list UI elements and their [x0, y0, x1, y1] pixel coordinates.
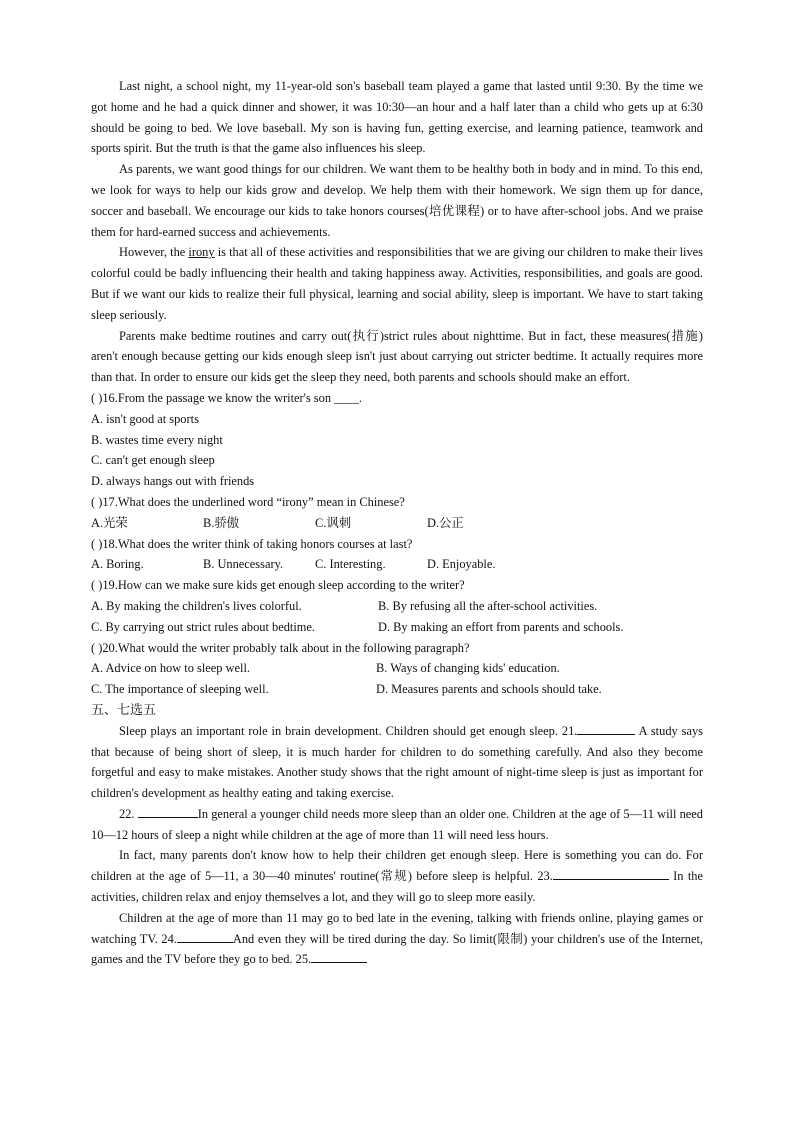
blank-23[interactable]: [553, 866, 669, 880]
answer-paren[interactable]: ( ): [91, 578, 103, 593]
question-19: [91, 575, 703, 596]
text: In fact, many parents don't know how to help their children get enough sleep. Here is something you can do. For children at the age of 5—11, a 30—40 minutes' routine(常规) before sleep is helpful. 23.: [91, 848, 703, 884]
option: C. The importance of sleeping well.: [91, 682, 269, 697]
answer-paren[interactable]: ( ): [91, 640, 103, 655]
options-row: [91, 513, 703, 534]
options-row: [91, 596, 703, 617]
option: C. By carrying out strict rules about bedtime.: [91, 619, 316, 634]
question-18: [91, 534, 703, 555]
cloze-paragraph-2: [91, 804, 703, 846]
text: In the activities, children relax and enjoy themselves a lot, and they will go to sleep more easily.: [91, 869, 703, 905]
p3-text-after: is that all of these activities and responsibilities that we are giving our children to make their lives colorful could be badly influencing their health and taking happiness away. Activities, responsibilities, and goals are good. But if we want our kids to realize their full physical, learning and social ability, sleep is important. We have to start taking sleep seriously.: [91, 245, 703, 322]
reading-paragraph-2: As parents, we want good things for our children. We want them to be healthy both in body and in mind. To this end, we look for ways to help our kids grow and develop. We help them with their homework. We sign them up for dance, soccer and baseball. We encourage our kids to take honors courses(培优课程) or to have after-school jobs. And we praise them for hard-earned success and achievements.: [91, 162, 703, 239]
option: B. By refusing all the after-school activities.: [378, 598, 598, 613]
cloze-paragraph-1: [91, 721, 703, 804]
cloze-paragraph-4: [91, 908, 703, 970]
blank-25[interactable]: [311, 949, 367, 963]
text: A study says that because of being short of sleep, it is much harder for children to do something carefully. And also they become forgetful and easy to make mistakes. Another study shows that the right amount of night-time sleep is just as important for children's development as healthy eating and taking exercise.: [91, 723, 703, 801]
question-20: [91, 638, 703, 659]
option: C. Interesting.: [315, 557, 386, 572]
question-stem: 17.What does the underlined word “irony” mean in Chinese?: [102, 494, 405, 509]
question-17: [91, 492, 703, 513]
option: D. Enjoyable.: [427, 557, 496, 572]
question-16: [91, 388, 703, 409]
question-stem: 20.What would the writer probably talk about in the following paragraph?: [102, 640, 470, 655]
reading-paragraph-1: Last night, a school night, my 11-year-old son's baseball team played a game that lasted until 9:30. By the time we got home and he had a quick dinner and shower, it was 10:30—an hour and a half later than a child who gets up at 6:30 should be going to bed. We love baseball. My son is having fun, getting exercise, and learning patience, teamwork and sports spirit. But the truth is that the game also influences his sleep.: [91, 79, 703, 156]
option: B. Ways of changing kids' education.: [376, 661, 560, 676]
option: B. Unnecessary.: [203, 557, 284, 572]
options-row: [91, 554, 703, 575]
question-stem: 16.From the passage we know the writer's son ____.: [102, 390, 362, 405]
text: And even they will be tired during the day. So limit(限制) your children's use of the Internet, games and the TV before they go to bed. 25.: [91, 931, 703, 967]
option: A. isn't good at sports: [91, 411, 199, 426]
options-row: [91, 617, 703, 638]
option: C.讽刺: [315, 515, 352, 530]
cloze-paragraph-3: [91, 845, 703, 907]
option: D. By making an effort from parents and schools.: [378, 619, 624, 634]
text: In general a younger child needs more sleep than an older one. Children at the age of 5—11 will need 10—12 hours of sleep a night while children at the age of more than 11 will need less hours.: [91, 806, 703, 842]
option: A. Boring.: [91, 557, 144, 572]
p3-text-before: However, the: [119, 245, 189, 260]
worksheet-page: [91, 76, 703, 970]
question-stem: 18.What does the writer think of taking honors courses at last?: [102, 536, 413, 551]
option: A. By making the children's lives colorful.: [91, 598, 302, 613]
blank-21[interactable]: [577, 721, 635, 735]
option: D.公正: [427, 515, 464, 530]
underlined-word-irony: irony: [188, 245, 215, 260]
text: Sleep plays an important role in brain development. Children should get enough sleep. 21.: [119, 723, 578, 738]
option: D. always hangs out with friends: [91, 474, 255, 489]
text: 22.: [119, 806, 138, 821]
option: A. Advice on how to sleep well.: [91, 661, 250, 676]
option: B. wastes time every night: [91, 432, 223, 447]
option: D. Measures parents and schools should take.: [376, 682, 602, 697]
answer-paren[interactable]: ( ): [91, 494, 103, 509]
option: C. can't get enough sleep: [91, 453, 215, 468]
blank-24[interactable]: [177, 929, 233, 943]
question-stem: 19.How can we make sure kids get enough sleep according to the writer?: [102, 578, 465, 593]
text: Children at the age of more than 11 may go to bed late in the evening, talking with friends online, playing games or watching TV. 24.: [91, 910, 703, 946]
reading-paragraph-3: [91, 242, 703, 325]
options-row: [91, 658, 703, 679]
blank-22[interactable]: [138, 804, 198, 818]
reading-paragraph-4: Parents make bedtime routines and carry out(执行)strict rules about nighttime. But in fact, these measures(措施) aren't enough because getting our kids enough sleep isn't just about carrying out stricter bedtime. It actually requires more than that. In order to ensure our kids get the sleep they need, both parents and schools should make an effort.: [91, 328, 703, 385]
answer-paren[interactable]: ( ): [91, 390, 103, 405]
option: A.光荣: [91, 515, 128, 530]
options-row: [91, 679, 703, 700]
option: B.骄傲: [203, 515, 240, 530]
section-heading: 五、七选五: [91, 701, 157, 717]
answer-paren[interactable]: ( ): [91, 536, 103, 551]
